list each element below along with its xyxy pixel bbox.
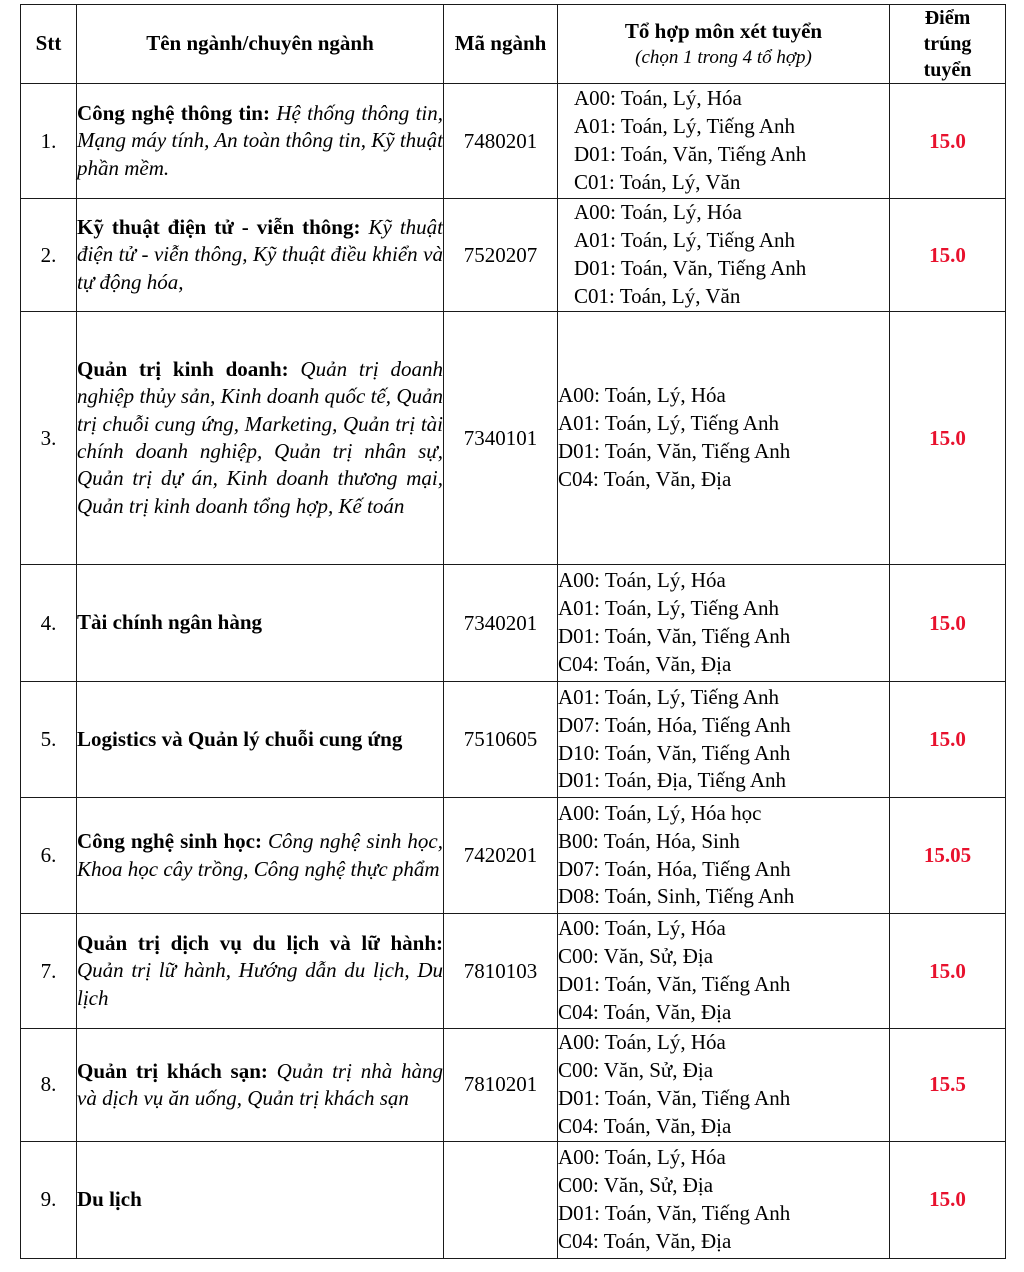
major-specializations: Hệ thống thông tin, Mạng máy tính, An toàn thông tin, Kỹ thuật phần mềm. [77,101,443,180]
combination-item: A01: Toán, Lý, Tiếng Anh [558,411,780,436]
row-index: 7. [21,914,77,1029]
combination-item: D10: Toán, Văn, Tiếng Anh [558,740,791,765]
row-index: 5. [21,682,77,798]
table-body [21,84,1006,1259]
major-title: Tài chính ngân hàng [77,610,263,635]
major-specializations: Quản trị nhà hàng và dịch vụ ăn uống, Quản trị khách sạn [77,1058,443,1110]
major-specializations: Quản trị doanh nghiệp thủy sản, Kinh doanh quốc tế, Quản trị chuỗi cung ứng, Marketing, Quản trị tài chính doanh nghiệp, Quản trị nhân sự, Quản trị dự án, Kinh doanh thương mại, Quản trị kinh doanh tổng hợp, Kế toán [77,357,443,518]
combination-item: A01: Toán, Lý, Tiếng Anh [574,114,796,139]
combination-item: D07: Toán, Hóa, Tiếng Anh [558,712,791,737]
combination-item: C00: Văn, Sử, Địa [558,1172,714,1197]
combination-item: A00: Toán, Lý, Hóa [558,568,726,593]
combination-item: C01: Toán, Lý, Văn [574,283,741,308]
combination-item: D01: Toán, Văn, Tiếng Anh [558,624,791,648]
combination-item: C04: Toán, Văn, Địa [558,1228,732,1253]
combination-cell [558,84,890,199]
combination-item: D01: Toán, Văn, Tiếng Anh [558,1085,791,1110]
major-title: Quản trị kinh doanh: [77,357,289,382]
combination-item: A00: Toán, Lý, Hóa [574,200,742,225]
combination-item: C00: Văn, Sử, Địa [558,1057,714,1082]
column-header-major-code: Mã ngành [444,5,558,84]
combination-list [558,199,889,311]
combination-item: A01: Toán, Lý, Tiếng Anh [574,228,796,253]
row-index: 1. [21,84,77,199]
major-code: 7810103 [444,914,558,1029]
row-index: 9. [21,1141,77,1258]
major-specializations: Kỹ thuật điện tử - viễn thông, Kỹ thuật điều khiển và tự động hóa, [77,215,443,294]
combination-item: C01: Toán, Lý, Văn [574,169,741,194]
benchmark-score: 15.0 [890,84,1006,199]
major-code: 7510605 [444,682,558,798]
combination-cell [558,1029,890,1142]
major-specializations: Quản trị lữ hành, Hướng dẫn du lịch, Du lịch [77,958,443,1010]
major-name-cell [77,1029,444,1142]
benchmark-score: 15.5 [890,1029,1006,1142]
score-header-line-1: Điểm [924,7,971,29]
combination-list [558,1144,889,1256]
combination-item: A00: Toán, Lý, Hóa [558,383,726,408]
table-row [21,312,1006,565]
combination-item: B00: Toán, Hóa, Sinh [558,828,740,853]
combination-item: A01: Toán, Lý, Tiếng Anh [558,684,780,709]
major-code: 7340101 [444,312,558,565]
row-index: 3. [21,312,77,565]
table-row [21,84,1006,199]
combination-cell [558,914,890,1029]
major-code: 7340201 [444,565,558,682]
table-row [21,1141,1006,1258]
major-title: Công nghệ sinh học: [77,829,262,854]
column-header-benchmark-score [890,5,1006,84]
combination-item: D08: Toán, Sinh, Tiếng Anh [558,884,795,909]
benchmark-score: 15.0 [890,682,1006,798]
combination-item: C04: Toán, Văn, Địa [558,466,732,491]
column-header-combination-note: (chọn 1 trong 4 tổ hợp) [635,46,812,68]
combination-list [558,567,889,679]
combination-item: A00: Toán, Lý, Hóa [558,1144,726,1169]
major-name-cell [77,914,444,1029]
major-name-cell [77,312,444,565]
header-row [21,5,1006,84]
major-title: Logistics và Quản lý chuỗi cung ứng [77,726,403,751]
combination-item: D01: Toán, Văn, Tiếng Anh [574,256,807,280]
combination-item: A00: Toán, Lý, Hóa [574,86,742,111]
score-header-line-3: tuyển [923,59,972,81]
benchmark-score: 15.0 [890,199,1006,312]
major-title: Kỹ thuật điện tử - viễn thông: [77,215,361,240]
benchmark-score: 15.0 [890,312,1006,565]
major-title: Quản trị khách sạn: [77,1058,268,1083]
column-header-subject-combination [558,5,890,84]
column-header-combination-title: Tổ hợp môn xét tuyển [624,19,823,44]
combination-item: D01: Toán, Văn, Tiếng Anh [558,972,791,996]
major-name-cell [77,565,444,682]
combination-list [558,915,889,1027]
major-name-cell [77,682,444,798]
combination-cell [558,199,890,312]
major-code: 7810201 [444,1029,558,1142]
combination-item: A01: Toán, Lý, Tiếng Anh [558,596,780,621]
row-index: 4. [21,565,77,682]
combination-list [558,800,889,912]
combination-item: A00: Toán, Lý, Hóa [558,1030,726,1054]
combination-item: C00: Văn, Sử, Địa [558,944,714,969]
combination-item: C04: Toán, Văn, Địa [558,999,732,1024]
column-header-stt: Stt [21,5,77,84]
row-index: 8. [21,1029,77,1142]
row-index: 6. [21,798,77,914]
major-name-cell [77,84,444,199]
combination-item: D01: Toán, Văn, Tiếng Anh [558,439,791,463]
combination-item: A00: Toán, Lý, Hóa [558,916,726,941]
table-row [21,914,1006,1029]
combination-list [558,1029,889,1141]
major-code: 7520207 [444,199,558,312]
combination-list [558,382,889,494]
combination-list [558,85,889,197]
admission-score-table [20,4,1006,1259]
table-row [21,1029,1006,1142]
table-row [21,798,1006,914]
benchmark-score: 15.0 [890,1141,1006,1258]
major-code: 7420201 [444,798,558,914]
column-header-major-name: Tên ngành/chuyên ngành [77,5,444,84]
combination-cell [558,565,890,682]
major-title: Quản trị dịch vụ du lịch và lữ hành: [77,931,443,956]
table-row [21,199,1006,312]
major-specializations: Công nghệ sinh học, Khoa học cây trồng, Công nghệ thực phẩm [77,829,444,881]
table-row [21,565,1006,682]
combination-item: D01: Toán, Địa, Tiếng Anh [558,768,786,793]
benchmark-score: 15.05 [890,798,1006,914]
major-name-cell [77,1141,444,1258]
combination-cell [558,1141,890,1258]
combination-item: C04: Toán, Văn, Địa [558,1113,732,1138]
combination-cell [558,798,890,914]
benchmark-score: 15.0 [890,565,1006,682]
table-header [21,5,1006,84]
combination-item: D07: Toán, Hóa, Tiếng Anh [558,856,791,881]
combination-cell [558,312,890,565]
combination-item: C04: Toán, Văn, Địa [558,651,732,676]
score-header-line-2: trúng [923,33,972,55]
combination-item: A00: Toán, Lý, Hóa học [558,800,762,825]
major-name-cell [77,798,444,914]
benchmark-score: 15.0 [890,914,1006,1029]
combination-item: D01: Toán, Văn, Tiếng Anh [558,1200,791,1225]
major-code: 7480201 [444,84,558,199]
combination-item: D01: Toán, Văn, Tiếng Anh [574,142,807,166]
combination-list [558,684,889,796]
combination-cell [558,682,890,798]
major-name-cell [77,199,444,312]
major-code [444,1141,558,1258]
major-title: Công nghệ thông tin: [77,101,270,126]
row-index: 2. [21,199,77,312]
major-title: Du lịch [77,1187,142,1212]
table-row [21,682,1006,798]
